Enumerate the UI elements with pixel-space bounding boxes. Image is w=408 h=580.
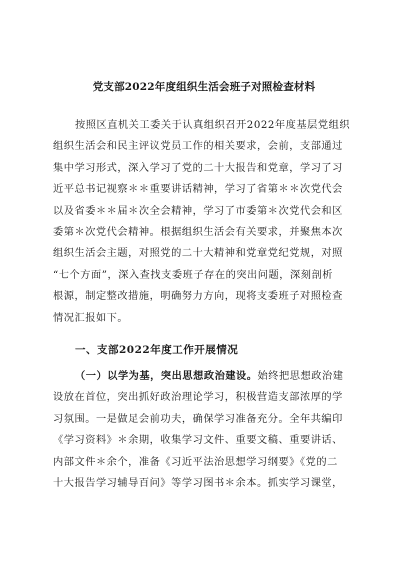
paragraph-line: 习氛围。一是做足会前功夫，确保学习准备充分。全年共编印	[53, 413, 343, 425]
paragraph-line: 设放在首位，突出抓好政治理论学习，积极营造支部浓厚的学	[53, 392, 343, 404]
document-title: 党支部2022年度组织生活会班子对照检查材料	[92, 81, 316, 93]
paragraph-line: 按照区直机关工委关于认真组织召开2022年度基层党组织	[75, 120, 351, 131]
paragraph-line: 组织生活会和民主评议党员工作的相关要求，会前，支部通过	[53, 141, 343, 153]
paragraph-line: 组织生活会主题，对照党的二十大精神和党章党纪党规，对照	[53, 248, 343, 260]
section-paragraph	[53, 366, 357, 494]
paragraph-line: 内部文件＊余个，准备《习近平法治思想学习纲要》《党的二	[53, 456, 338, 468]
paragraph-line: 根源，制定整改措施，明确努力方向，现将支委班子对照检查	[53, 291, 343, 303]
paragraph-line: 委第＊次党代会精神。根据组织生活会有关要求，并聚焦本次	[53, 226, 343, 238]
paragraph-line: 以及省委＊＊届＊次全会精神，学习了市委第＊次党代会和区	[53, 205, 343, 217]
section-heading: 一、支部2022年度工作开展情况	[75, 344, 239, 356]
paragraph-line: 十大报告学习辅导百问》等学习图书＊余本。抓实学习课堂，	[53, 477, 343, 489]
paragraph-line: 近平总书记视察＊＊重要讲话精神，学习了省第＊＊次党代会	[53, 184, 343, 196]
paragraph-line: 《学习资料》＊余期，收集学习文件、重要文稿、重要讲话、	[53, 435, 343, 447]
paragraph-line-rest: 始终把思想政治建	[257, 371, 344, 382]
paragraph-line: “七个方面”，深入查找支委班子存在的突出问题，深刻剖析	[53, 269, 333, 281]
paragraph-line: 集中学习形式，深入学习了党的二十大报告和党章，学习了习	[53, 162, 343, 174]
paragraph-line: 情况汇报如下。	[53, 312, 129, 324]
subsection-heading: （一）以学为基，突出思想政治建设。	[75, 370, 258, 382]
intro-paragraph	[53, 115, 357, 329]
paragraph-line	[53, 366, 357, 387]
